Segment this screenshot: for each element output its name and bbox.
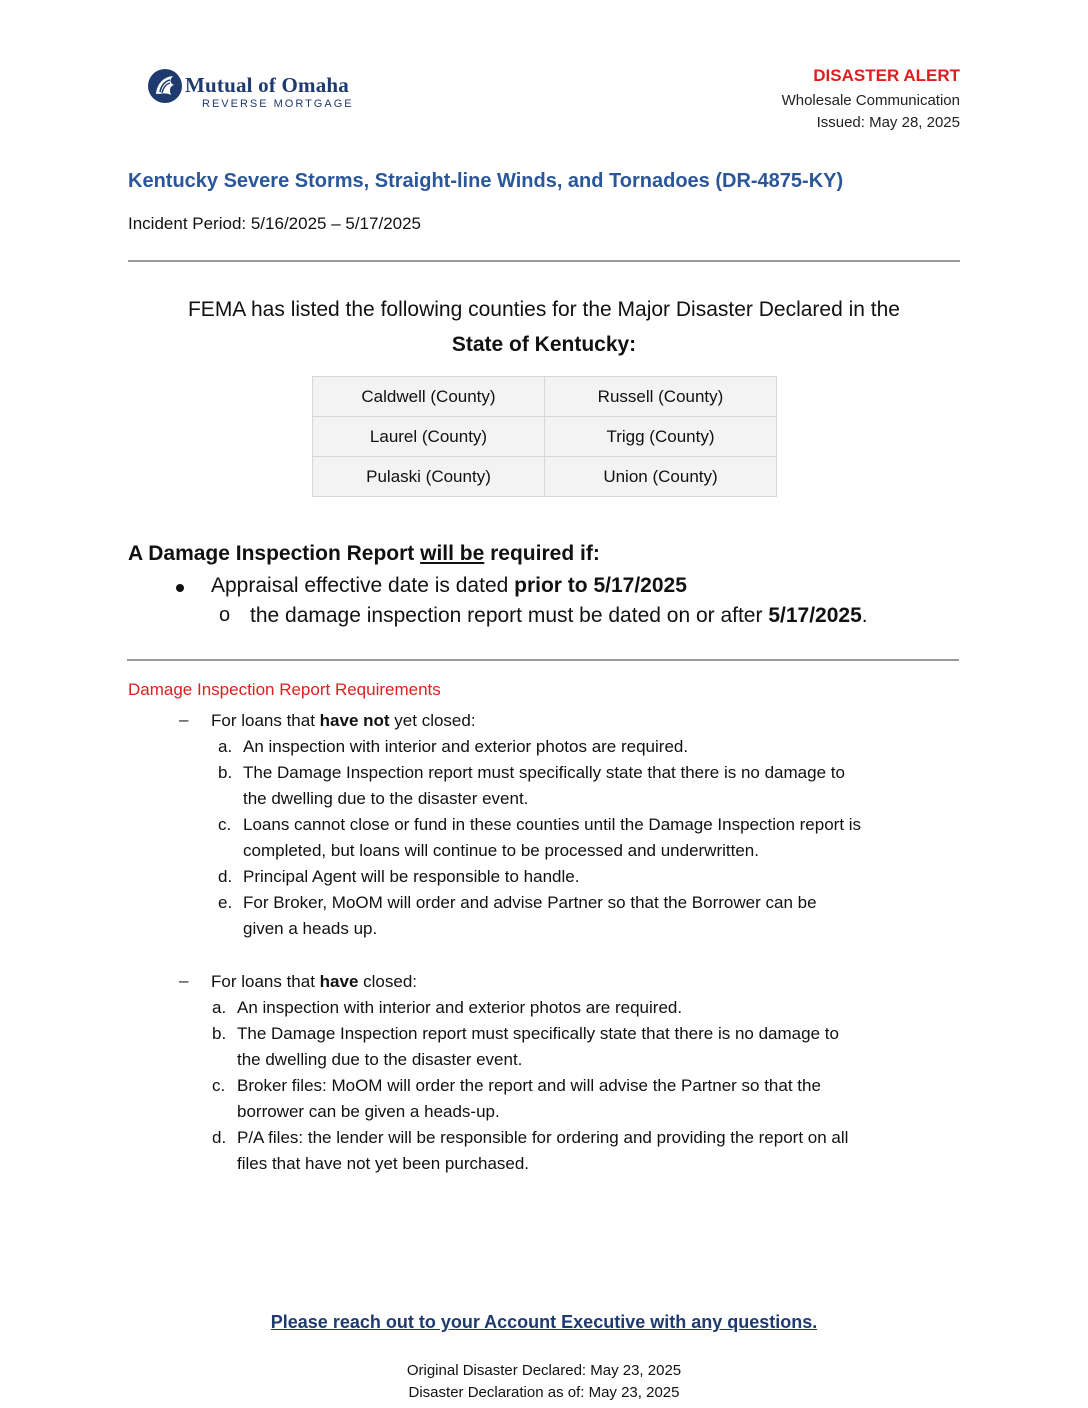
bullet-icon xyxy=(176,584,184,592)
requirement-heading: A Damage Inspection Report will be required if: xyxy=(128,542,600,565)
original-declared-date: Original Disaster Declared: May 23, 2025 xyxy=(406,1362,682,1379)
table-row xyxy=(313,417,777,457)
declaration-as-of-date: Disaster Declaration as of: May 23, 2025 xyxy=(408,1384,680,1401)
dash-marker: – xyxy=(179,971,189,990)
table-row xyxy=(313,457,777,497)
company-logo xyxy=(147,68,357,114)
fema-statement xyxy=(128,292,960,362)
divider xyxy=(128,260,960,262)
list-item: files that have not yet been purchased. xyxy=(237,1154,530,1173)
county-cell: Caldwell (County) xyxy=(313,377,545,417)
table-row xyxy=(313,377,777,417)
list-item: For Broker, MoOM will order and advise Partner so that the Borrower can be xyxy=(243,893,817,912)
list-item: borrower can be given a heads-up. xyxy=(237,1102,500,1121)
closed-heading: For loans that have closed: xyxy=(211,972,418,991)
county-cell: Russell (County) xyxy=(545,377,777,417)
issued-date: Issued: May 28, 2025 xyxy=(816,114,960,131)
list-item: the dwelling due to the disaster event. xyxy=(237,1050,523,1069)
list-item: Loans cannot close or fund in these counties until the Damage Inspection report is xyxy=(243,815,862,834)
lion-head-icon xyxy=(147,68,183,104)
list-item-marker: e. xyxy=(218,893,233,912)
list-item-marker: c. xyxy=(218,815,232,834)
list-item: the dwelling due to the disaster event. xyxy=(243,789,529,808)
sub-bullet-marker: o xyxy=(219,604,231,626)
fema-state: State of Kentucky: xyxy=(451,333,637,356)
county-cell: Laurel (County) xyxy=(313,417,545,457)
counties-table xyxy=(312,376,777,497)
list-item-marker: d. xyxy=(212,1128,227,1147)
logo-brand-name: Mutual of Omaha xyxy=(185,73,350,97)
list-item: Broker files: MoOM will order the report and will advise the Partner so that the xyxy=(237,1076,821,1095)
logo-subtitle: REVERSE MORTGAGE xyxy=(202,98,354,110)
document-title: Kentucky Severe Storms, Straight-line Winds, and Tornadoes (DR-4875-KY) xyxy=(128,170,844,192)
county-cell: Pulaski (County) xyxy=(313,457,545,497)
incident-period: Incident Period: 5/16/2025 – 5/17/2025 xyxy=(128,214,422,233)
appraisal-bullet: Appraisal effective date is dated prior to 5/17/2025 xyxy=(211,574,687,597)
county-cell: Union (County) xyxy=(545,457,777,497)
list-item-marker: a. xyxy=(218,737,233,756)
list-item-marker: a. xyxy=(212,998,227,1017)
list-item-marker: b. xyxy=(218,763,233,782)
list-item: Principal Agent will be responsible to handle. xyxy=(243,867,580,886)
list-item: The Damage Inspection report must specifically state that there is no damage to xyxy=(237,1024,839,1043)
list-item-marker: b. xyxy=(212,1024,227,1043)
list-item-marker: c. xyxy=(212,1076,226,1095)
county-cell: Trigg (County) xyxy=(545,417,777,457)
fema-line: FEMA has listed the following counties for the Major Disaster Declared in the xyxy=(187,298,900,321)
divider xyxy=(127,659,959,661)
list-item: The Damage Inspection report must specifically state that there is no damage to xyxy=(243,763,845,782)
contact-account-executive-link[interactable]: Please reach out to your Account Executive with any questions. xyxy=(270,1312,818,1332)
not-closed-heading: For loans that have not yet closed: xyxy=(211,711,476,730)
list-item: given a heads up. xyxy=(243,919,378,938)
list-item: An inspection with interior and exterior photos are required. xyxy=(237,998,683,1017)
communication-type: Wholesale Communication xyxy=(781,92,960,109)
dash-marker: – xyxy=(179,710,189,729)
list-item: P/A files: the lender will be responsible for ordering and providing the report on all xyxy=(237,1128,849,1147)
requirements-title: Damage Inspection Report Requirements xyxy=(128,680,441,699)
list-item: An inspection with interior and exterior photos are required. xyxy=(243,737,689,756)
list-item: completed, but loans will continue to be processed and underwritten. xyxy=(243,841,759,860)
list-item-marker: d. xyxy=(218,867,233,886)
inspection-date-bullet: the damage inspection report must be dated on or after 5/17/2025. xyxy=(250,604,868,627)
disaster-alert-label: DISASTER ALERT xyxy=(813,66,960,85)
